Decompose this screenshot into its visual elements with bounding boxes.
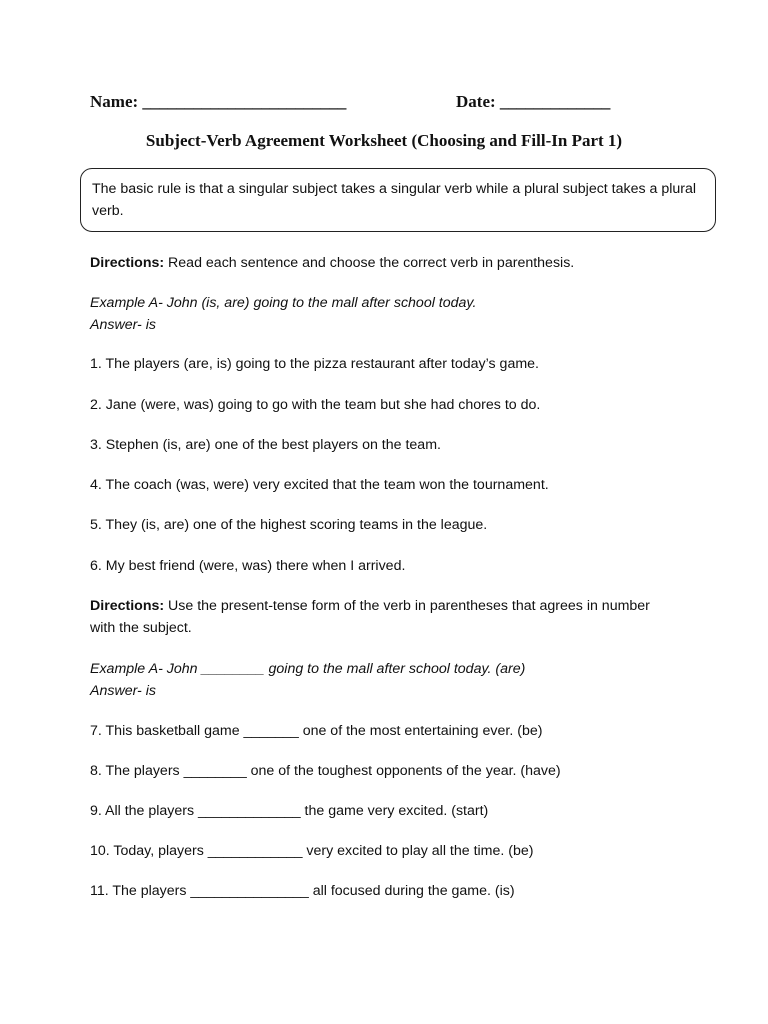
directions-label: Directions: [90, 255, 165, 271]
question-9: 9. All the players _____________ the game very excited. (start) [90, 803, 489, 819]
question-2: 2. Jane (were, was) going to go with the team but she had chores to do. [90, 397, 541, 413]
question-3: 3. Stephen (is, are) one of the best players on the team. [90, 437, 441, 453]
question-1: 1. The players (are, is) going to the pizza restaurant after today’s game. [90, 356, 539, 372]
directions-text: Read each sentence and choose the correct verb in parenthesis. [164, 255, 575, 271]
question-7: 7. This basketball game _______ one of the most entertaining ever. (be) [90, 723, 543, 739]
question-8: 8. The players ________ one of the toughest opponents of the year. (have) [90, 763, 561, 779]
question-5: 5. They (is, are) one of the highest scoring teams in the league. [90, 517, 488, 533]
name-field-label: Name: ________________________ [90, 92, 347, 111]
question-4: 4. The coach (was, were) very excited that the team won the tournament. [90, 477, 549, 493]
question-6: 6. My best friend (were, was) there when I arrived. [90, 558, 406, 574]
question-10: 10. Today, players ____________ very excited to play all the time. (be) [90, 843, 534, 859]
directions-label: Directions: [90, 598, 165, 614]
answer-part1: Answer- is [90, 317, 156, 333]
rule-box: The basic rule is that a singular subject takes a singular verb while a plural subject takes a plural verb. [80, 168, 716, 232]
worksheet-title: Subject-Verb Agreement Worksheet (Choosing and Fill-In Part 1) [145, 131, 623, 150]
example-part2: Example A- John ________ going to the mall after school today. (are) [90, 661, 526, 677]
directions-part2 [90, 595, 675, 639]
example-part1: Example A- John (is, are) going to the mall after school today. [90, 295, 477, 311]
directions-text: Use the present-tense form of the verb in parentheses that agrees in number with the subject. [90, 598, 650, 636]
date-field-label: Date: _____________ [456, 92, 611, 111]
directions-part1 [90, 252, 690, 274]
header-line [90, 92, 650, 112]
answer-part2: Answer- is [90, 683, 156, 699]
question-11: 11. The players _______________ all focused during the game. (is) [90, 883, 515, 899]
